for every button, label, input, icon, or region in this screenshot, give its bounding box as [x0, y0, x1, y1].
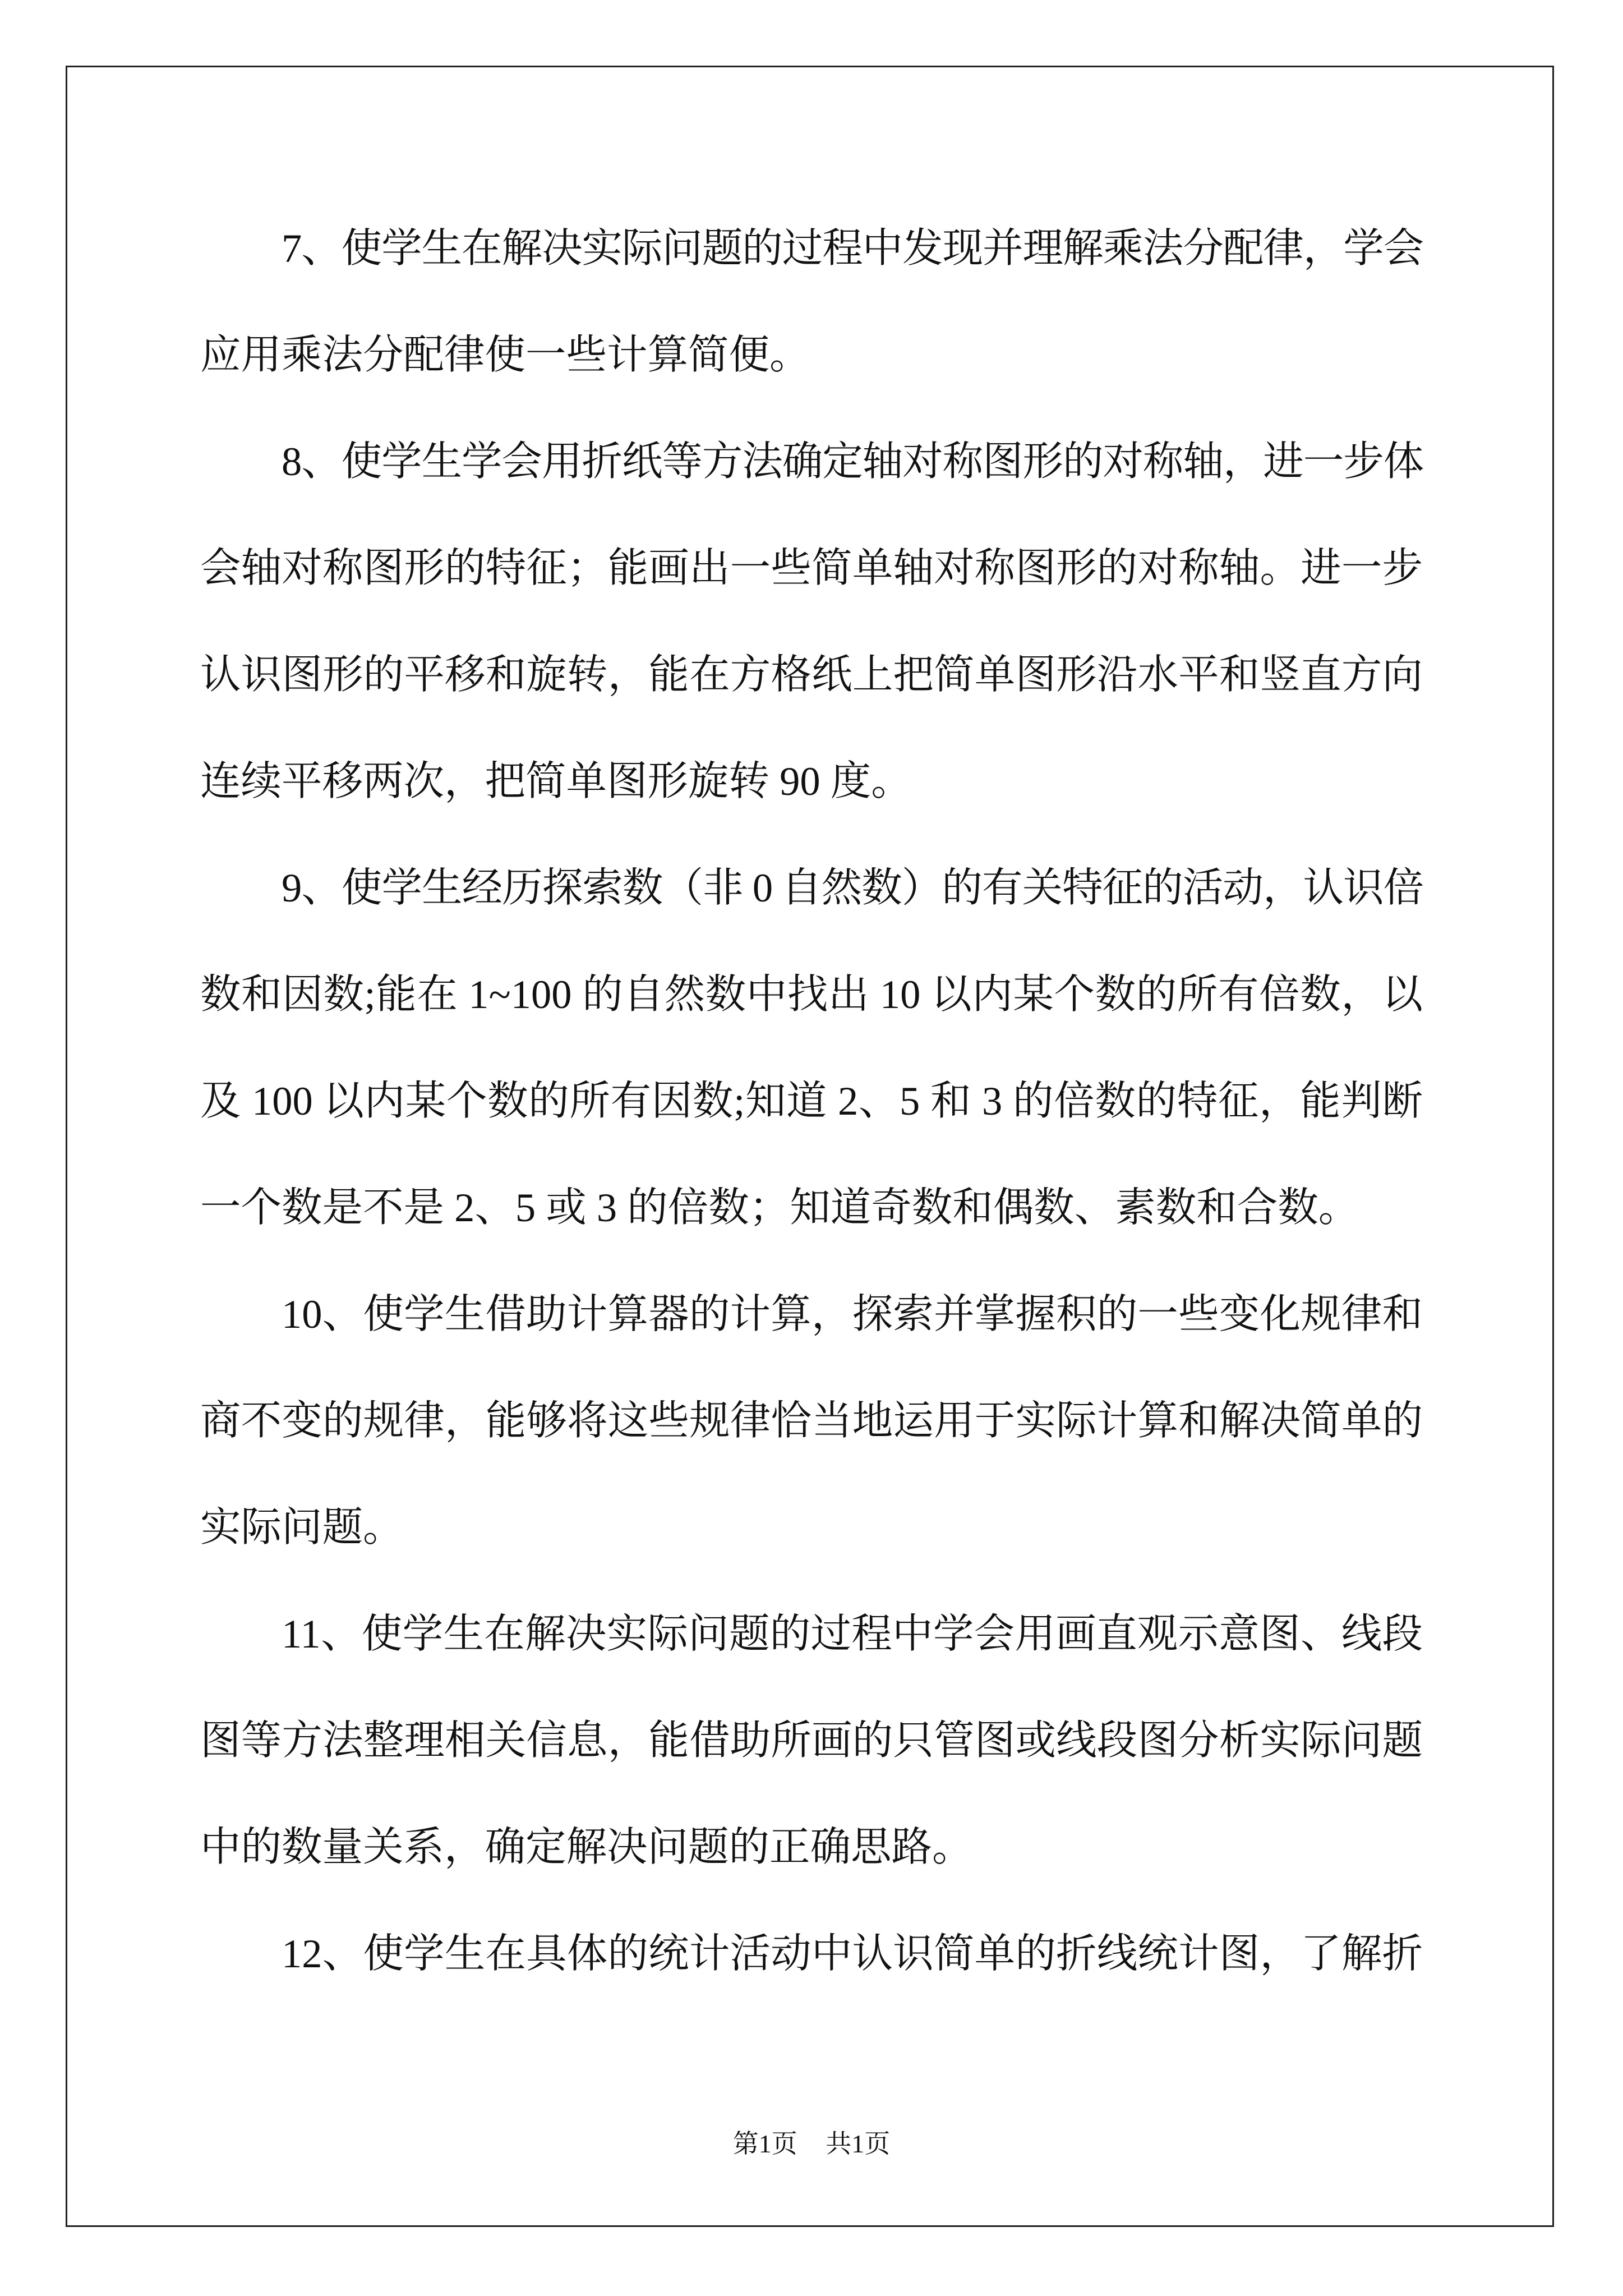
paragraph-10 [200, 1261, 1423, 1581]
paragraph-9-line-3: 及 100 以内某个数的所有因数;知道 2、5 和 3 的倍数的特征，能判断 [200, 1078, 1423, 1124]
paragraph-11-line-2: 图等方法整理相关信息，能借助所画的只管图或线段图分析实际问题 [200, 1718, 1423, 1763]
paragraph-7 [200, 195, 1423, 408]
page-number: 第1页 [732, 2129, 797, 2158]
paragraph-8-line-2: 会轴对称图形的特征；能画出一些简单轴对称图形的对称轴。进一步 [200, 545, 1423, 591]
paragraph-10-line-1: 10、使学生借助计算器的计算，探索并掌握积的一些变化规律和 [282, 1291, 1423, 1337]
paragraph-8 [200, 408, 1423, 835]
paragraph-8-line-1: 8、使学生学会用折纸等方法确定轴对称图形的对称轴，进一步体 [282, 439, 1423, 484]
paragraph-10-line-3: 实际问题。 [200, 1504, 404, 1550]
paragraph-12-line-1: 12、使学生在具体的统计活动中认识简单的折线统计图，了解折 [282, 1931, 1423, 1976]
page-total: 共1页 [826, 2129, 891, 2158]
paragraph-8-line-4: 连续平移两次，把简单图形旋转 90 度。 [200, 758, 912, 804]
paragraph-11-line-1: 11、使学生在解决实际问题的过程中学会用画直观示意图、线段 [282, 1611, 1423, 1657]
paragraph-7-line-2: 应用乘法分配律使一些计算简便。 [200, 332, 810, 378]
paragraph-9 [200, 835, 1423, 1261]
paragraph-12 [200, 1901, 1423, 2007]
document-body [200, 195, 1423, 2007]
paragraph-8-line-3: 认识图形的平移和旋转，能在方格纸上把简单图形沿水平和竖直方向 [200, 652, 1423, 697]
page-footer [0, 2127, 1623, 2161]
paragraph-10-line-2: 商不变的规律，能够将这些规律恰当地运用于实际计算和解决简单的 [200, 1398, 1423, 1443]
paragraph-9-line-4: 一个数是不是 2、5 或 3 的倍数；知道奇数和偶数、素数和合数。 [200, 1185, 1359, 1230]
paragraph-7-line-1: 7、使学生在解决实际问题的过程中发现并理解乘法分配律，学会 [282, 226, 1423, 271]
paragraph-11 [200, 1581, 1423, 1901]
paragraph-11-line-3: 中的数量关系，确定解决问题的正确思路。 [200, 1824, 973, 1870]
paragraph-9-line-1: 9、使学生经历探索数（非 0 自然数）的有关特征的活动，认识倍 [282, 865, 1423, 910]
paragraph-9-line-2: 数和因数;能在 1~100 的自然数中找出 10 以内某个数的所有倍数，以 [200, 972, 1423, 1017]
